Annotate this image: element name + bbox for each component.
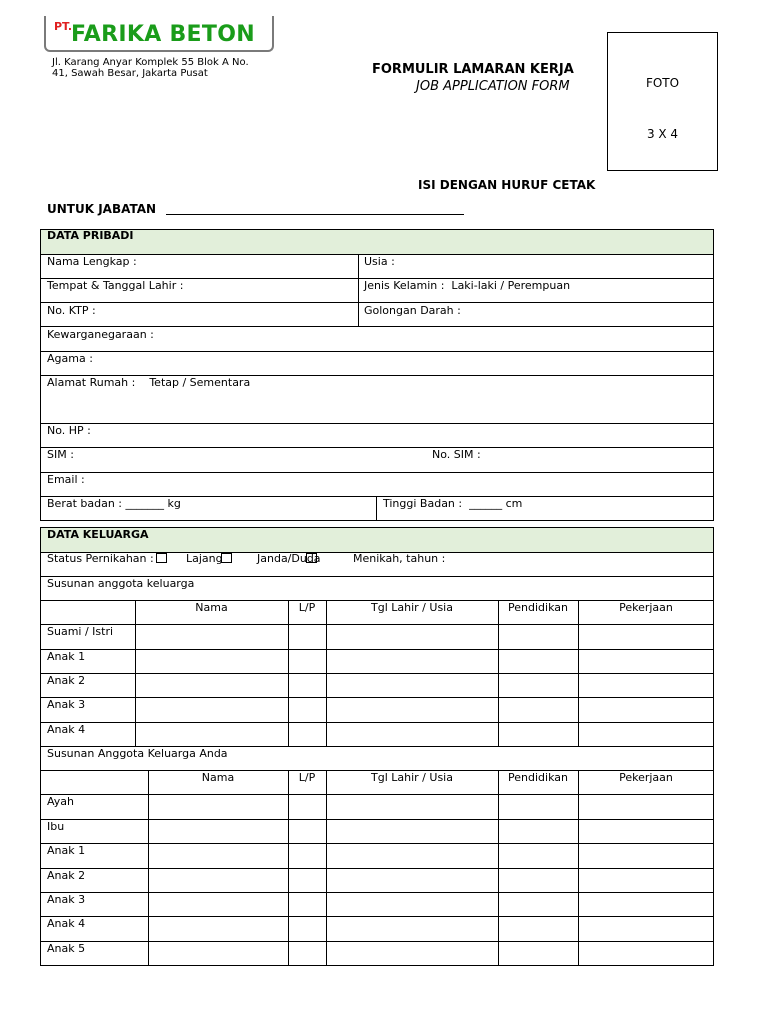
column-header: Pekerjaan — [619, 771, 673, 784]
table-cell[interactable] — [289, 820, 325, 842]
sim-field[interactable]: SIM : — [47, 448, 74, 461]
member-label: Anak 4 — [47, 722, 86, 736]
column-header: Tgl Lahir / Usia — [371, 771, 453, 784]
member-label: Anak 1 — [47, 649, 86, 663]
age-field[interactable]: Usia : — [364, 255, 395, 268]
instruction: ISI DENGAN HURUF CETAK — [418, 178, 596, 192]
table-cell[interactable] — [499, 942, 577, 964]
table-cell[interactable] — [499, 650, 577, 672]
table-cell[interactable] — [327, 942, 497, 964]
married-label[interactable]: Menikah, tahun : — [353, 552, 446, 565]
table-cell[interactable] — [289, 795, 325, 817]
member-label: Anak 3 — [47, 698, 86, 712]
form-subtitle: JOB APPLICATION FORM — [416, 79, 570, 94]
table-cell[interactable] — [499, 625, 577, 647]
table-cell[interactable] — [499, 869, 577, 891]
table-cell[interactable] — [499, 917, 577, 939]
column-divider — [358, 254, 359, 326]
table-cell[interactable] — [327, 844, 497, 866]
photo-box — [607, 32, 718, 171]
table-cell[interactable] — [289, 650, 325, 672]
table-cell[interactable] — [499, 844, 577, 866]
column-header: Nama — [201, 771, 235, 784]
row-divider — [40, 326, 714, 327]
column-header: Pekerjaan — [619, 601, 673, 614]
blood-type-field[interactable]: Golongan Darah : — [364, 304, 461, 317]
table-cell[interactable] — [327, 674, 497, 696]
member-label: Ibu — [47, 819, 65, 833]
checkbox-widowed[interactable] — [221, 553, 232, 563]
table-cell[interactable] — [327, 893, 497, 915]
table-cell[interactable] — [579, 795, 713, 817]
table-cell[interactable] — [149, 917, 287, 939]
table-cell[interactable] — [327, 625, 497, 647]
row-divider — [40, 423, 714, 424]
company-prefix: PT. — [54, 20, 73, 33]
address-field[interactable]: Alamat Rumah : Tetap / Sementara — [47, 376, 251, 389]
row-divider — [40, 472, 714, 473]
parents-family-label: Susunan Anggota Keluarga Anda — [47, 747, 228, 760]
table-cell[interactable] — [327, 820, 497, 842]
member-label: Suami / Istri — [47, 625, 114, 639]
citizenship-field[interactable]: Kewarganegaraan : — [47, 328, 154, 341]
member-label: Ayah — [47, 795, 75, 809]
table-cell[interactable] — [579, 893, 713, 915]
row-divider — [40, 447, 714, 448]
table-cell[interactable] — [136, 698, 287, 720]
column-header: Tgl Lahir / Usia — [371, 601, 453, 614]
column-header: Pendidikan — [508, 601, 568, 614]
column-divider — [376, 496, 377, 521]
table-cell[interactable] — [289, 844, 325, 866]
table-cell[interactable] — [579, 869, 713, 891]
position-field[interactable] — [166, 214, 464, 215]
table-cell[interactable] — [289, 942, 325, 964]
row-divider — [40, 351, 714, 352]
form-title: FORMULIR LAMARAN KERJA — [372, 62, 574, 77]
checkbox-married[interactable] — [306, 553, 317, 563]
gender-field[interactable]: Jenis Kelamin : Laki-laki / Perempuan — [364, 279, 571, 292]
table-cell[interactable] — [289, 625, 325, 647]
member-label: Anak 3 — [47, 893, 86, 906]
table-cell[interactable] — [149, 869, 287, 891]
table-cell[interactable] — [579, 723, 713, 745]
table-cell[interactable] — [289, 723, 325, 745]
table-cell[interactable] — [327, 869, 497, 891]
table-cell[interactable] — [499, 698, 577, 720]
company-address-line2: 41, Sawah Besar, Jakarta Pusat — [52, 68, 208, 79]
table-cell[interactable] — [149, 795, 287, 817]
table-cell[interactable] — [149, 844, 287, 866]
family-header: DATA KELUARGA — [47, 528, 149, 541]
table-cell[interactable] — [579, 844, 713, 866]
table-cell[interactable] — [136, 650, 287, 672]
member-label: Anak 1 — [47, 844, 86, 858]
table-cell[interactable] — [289, 674, 325, 696]
marital-label: Status Pernikahan : — [47, 552, 154, 565]
table-cell[interactable] — [579, 698, 713, 720]
table-cell[interactable] — [579, 650, 713, 672]
photo-size: 3 X 4 — [646, 127, 679, 141]
table-cell[interactable] — [289, 893, 325, 915]
email-field[interactable]: Email : — [47, 473, 85, 486]
table-cell[interactable] — [136, 723, 287, 745]
column-header: L/P — [298, 601, 316, 614]
height-field[interactable]: Tinggi Badan : ______ cm — [383, 497, 523, 510]
table-cell[interactable] — [327, 650, 497, 672]
member-label: Anak 5 — [47, 941, 86, 955]
column-header: Pendidikan — [508, 771, 568, 784]
column-header: L/P — [298, 771, 316, 784]
table-cell[interactable] — [499, 795, 577, 817]
table-cell[interactable] — [579, 820, 713, 842]
widowed-label: Janda/Duda — [257, 552, 321, 565]
member-label: Anak 4 — [47, 917, 86, 931]
table-cell[interactable] — [289, 869, 325, 891]
company-address-line1: Jl. Karang Anyar Komplek 55 Blok A No. — [52, 57, 249, 68]
religion-field[interactable]: Agama : — [47, 352, 93, 365]
single-label: Lajang — [186, 552, 223, 565]
member-label: Anak 2 — [47, 673, 86, 687]
ktp-field[interactable]: No. KTP : — [47, 304, 96, 317]
table-cell[interactable] — [579, 917, 713, 939]
table-cell[interactable] — [327, 698, 497, 720]
table-cell[interactable] — [499, 820, 577, 842]
table-cell[interactable] — [499, 723, 577, 745]
full-name-field[interactable]: Nama Lengkap : — [47, 255, 137, 268]
table-cell[interactable] — [289, 698, 325, 720]
sim-number-field[interactable]: No. SIM : — [432, 448, 481, 461]
table-cell[interactable] — [327, 795, 497, 817]
table-cell[interactable] — [579, 674, 713, 696]
table-cell[interactable] — [579, 942, 713, 964]
own-family-label: Susunan anggota keluarga — [47, 577, 195, 590]
table-cell[interactable] — [289, 917, 325, 939]
table-cell[interactable] — [499, 674, 577, 696]
table-cell[interactable] — [149, 893, 287, 915]
table-cell[interactable] — [149, 820, 287, 842]
company-name: FARIKA BETON — [71, 22, 255, 47]
table-cell[interactable] — [579, 625, 713, 647]
table-cell[interactable] — [136, 674, 287, 696]
phone-field[interactable]: No. HP : — [47, 424, 91, 437]
member-label: Anak 2 — [47, 868, 86, 882]
checkbox-single[interactable] — [156, 553, 167, 563]
table-cell[interactable] — [327, 917, 497, 939]
weight-field[interactable]: Berat badan : _______ kg — [47, 497, 181, 510]
column-header: Nama — [195, 601, 228, 614]
photo-label: FOTO — [645, 76, 680, 90]
birth-field[interactable]: Tempat & Tanggal Lahir : — [47, 279, 184, 292]
table-cell[interactable] — [149, 942, 287, 964]
personal-header-bar — [40, 229, 714, 255]
personal-header: DATA PRIBADI — [47, 229, 134, 242]
position-label: UNTUK JABATAN — [47, 202, 157, 216]
row-divider — [40, 302, 714, 303]
table-cell[interactable] — [327, 723, 497, 745]
table-cell[interactable] — [499, 893, 577, 915]
table-cell[interactable] — [136, 625, 287, 647]
